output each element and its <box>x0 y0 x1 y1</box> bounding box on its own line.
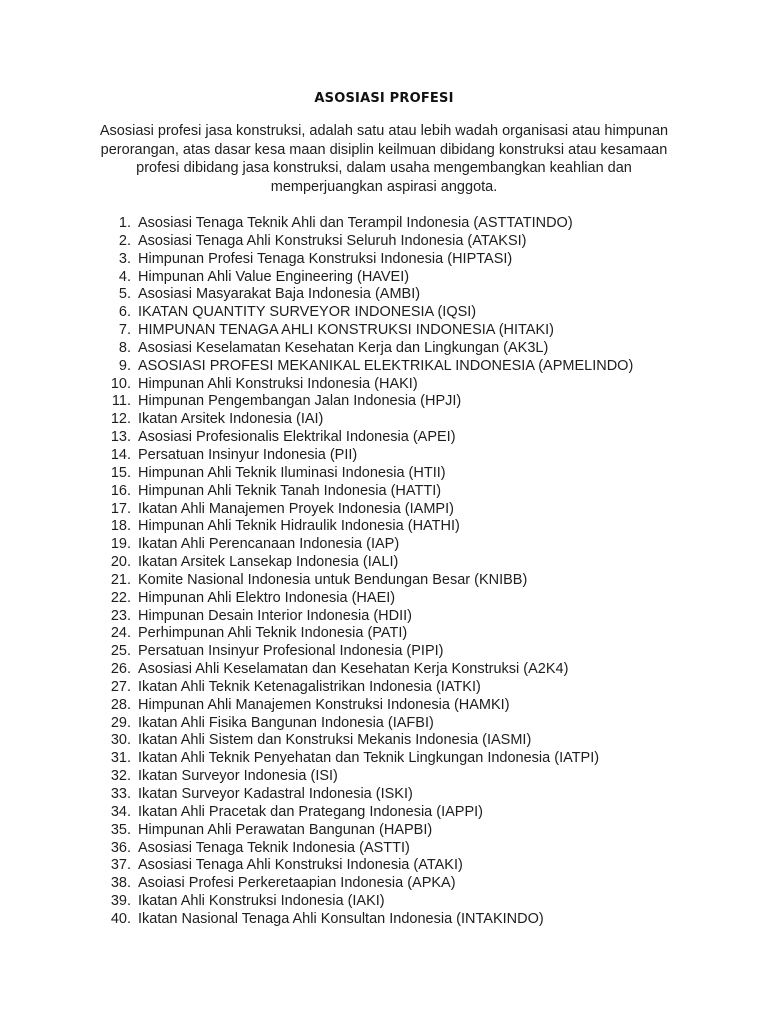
list-item-number: 24. <box>110 625 131 642</box>
list-item-name: Ikatan Surveyor Kadastral Indonesia (ISKI) <box>138 786 413 802</box>
list-item-number: 8. <box>118 339 131 356</box>
list-item-number: 27. <box>110 678 131 695</box>
list-item-name: Persatuan Insinyur Profesional Indonesia (PIPI) <box>138 643 444 660</box>
list-item-name: Himpunan Ahli Elektro Indonesia (HAEI) <box>138 589 396 606</box>
list-item-number: 6. <box>118 304 131 321</box>
list-item-name: Ikatan Ahli Perencanaan Indonesia (IAP) <box>138 536 400 553</box>
list-item-number: 39. <box>110 893 131 910</box>
list-item-name: Ikatan Nasional Tenaga Ahli Konsultan Indonesia (INTAKINDO) <box>138 910 544 927</box>
list-item-number: 40. <box>110 910 131 927</box>
list-item-number: 11. <box>111 393 131 410</box>
list-item-number: 35. <box>110 821 131 838</box>
list-item-name: Asosiasi Tenaga Ahli Konstruksi Seluruh Indonesia (ATAKSI) <box>138 232 527 249</box>
document-title: ASOSIASI PROFESI <box>314 91 454 106</box>
list-item-name: Asosiasi Tenaga Teknik Indonesia (ASTTI) <box>138 839 410 856</box>
list-item-name: Ikatan Ahli Konstruksi Indonesia (IAKI) <box>138 893 385 910</box>
list-item-name: Ikatan Ahli Manajemen Proyek Indonesia (IAMPI) <box>138 500 454 517</box>
list-item-name: Perhimpunan Ahli Teknik Indonesia (PATI) <box>138 625 408 642</box>
list-item-number: 4. <box>118 268 131 285</box>
list-item-name: Himpunan Desain Interior Indonesia (HDII) <box>138 607 413 624</box>
list-item-name: Ikatan Ahli Teknik Penyehatan dan Teknik Lingkungan Indonesia (IATPI) <box>138 750 600 767</box>
list-item-number: 19. <box>110 536 131 553</box>
list-item-name: Asosiasi Tenaga Teknik Ahli dan Terampil Indonesia (ASTTATINDO) <box>138 215 573 231</box>
list-item-number: 7. <box>118 322 131 339</box>
list-item-number: 30. <box>110 732 131 749</box>
list-item-number: 14. <box>110 446 131 463</box>
list-item-name: Ikatan Arsitek Lansekap Indonesia (IALI) <box>138 554 399 571</box>
list-item-name: Himpunan Ahli Teknik Tanah Indonesia (HATTI) <box>138 482 442 499</box>
list-item-number: 26. <box>110 661 131 678</box>
list-item-number: 18. <box>110 518 131 535</box>
list-item-number: 3. <box>118 250 131 267</box>
list-item-name: Himpunan Ahli Perawatan Bangunan (HAPBI) <box>138 821 433 838</box>
list-item-name: Asosiasi Ahli Keselamatan dan Kesehatan Kerja Konstruksi (A2K4) <box>138 661 569 678</box>
list-item-number: 28. <box>110 696 131 713</box>
list-item-name: Himpunan Profesi Tenaga Konstruksi Indonesia (HIPTASI) <box>138 250 513 267</box>
list-item-number: 21. <box>110 571 131 588</box>
list-item-name: Asosiasi Tenaga Ahli Konstruksi Indonesia (ATAKI) <box>138 857 463 874</box>
list-item-number: 37. <box>110 857 131 874</box>
list-item-number: 15. <box>110 464 131 481</box>
list-item-name: Himpunan Ahli Value Engineering (HAVEI) <box>138 268 410 285</box>
list-item-number: 2. <box>118 232 131 249</box>
list-item-number: 23. <box>110 607 131 624</box>
list-item-name: IKATAN QUANTITY SURVEYOR INDONESIA (IQSI) <box>138 304 477 321</box>
list-item-number: 36. <box>110 839 131 856</box>
list-item-name: Ikatan Ahli Sistem dan Konstruksi Mekanis Indonesia (IASMI) <box>138 732 532 749</box>
list-item-number: 29. <box>110 714 131 731</box>
intro-paragraph: Asosiasi profesi jasa konstruksi, adalah satu atau lebih wadah organisasi atau himpunan perorangan, atas dasar kesa maan disiplin keilmuan dibidang konstruksi atau kesamaan profesi dibidang jasa konstruksi, dalam usaha mengembangkan keahlian dan memperjuangkan aspirasi anggota. <box>99 123 669 195</box>
list-item-name: Ikatan Ahli Pracetak dan Prategang Indonesia (IAPPI) <box>138 803 483 820</box>
list-item-name: Asosiasi Masyarakat Baja Indonesia (AMBI) <box>138 286 421 303</box>
list-item-name: Himpunan Ahli Teknik Iluminasi Indonesia (HTII) <box>138 464 446 481</box>
list-item-number: 1. <box>118 215 131 231</box>
list-item-number: 22. <box>110 589 131 606</box>
list-item-number: 13. <box>110 429 131 446</box>
list-item-number: 10. <box>110 375 131 392</box>
list-item-name: Himpunan Ahli Manajemen Konstruksi Indonesia (HAMKI) <box>138 696 510 713</box>
list-item-number: 31. <box>110 750 131 767</box>
list-item-name: Komite Nasional Indonesia untuk Bendungan Besar (KNIBB) <box>138 571 528 588</box>
list-item-name: Asoiasi Profesi Perkeretaapian Indonesia (APKA) <box>138 875 456 892</box>
list-item-number: 17. <box>110 500 131 517</box>
list-item-name: Ikatan Arsitek Indonesia (IAI) <box>138 411 324 428</box>
list-item-number: 20. <box>110 554 131 571</box>
list-item-name: Persatuan Insinyur Indonesia (PII) <box>138 446 358 463</box>
list-item-number: 34. <box>110 803 131 820</box>
list-item-number: 32. <box>110 768 131 785</box>
list-item-name: Ikatan Ahli Teknik Ketenagalistrikan Indonesia (IATKI) <box>138 678 481 695</box>
list-item-name: Ikatan Surveyor Indonesia (ISI) <box>138 768 338 785</box>
list-item-number: 25. <box>110 643 131 660</box>
list-item-number: 9. <box>118 357 131 374</box>
list-item-number: 33. <box>110 786 131 802</box>
list-item-name: Asosiasi Profesionalis Elektrikal Indonesia (APEI) <box>138 429 456 446</box>
list-item-number: 38. <box>110 875 131 892</box>
list-item-name: Himpunan Ahli Teknik Hidraulik Indonesia (HATHI) <box>138 518 460 535</box>
list-item-number: 5. <box>118 286 131 303</box>
list-item-number: 12. <box>110 411 131 428</box>
list-item-name: Asosiasi Keselamatan Kesehatan Kerja dan Lingkungan (AK3L) <box>138 339 549 356</box>
list-item-name: Himpunan Ahli Konstruksi Indonesia (HAKI) <box>138 375 418 392</box>
list-item-name: ASOSIASI PROFESI MEKANIKAL ELEKTRIKAL INDONESIA (APMELINDO) <box>138 357 634 374</box>
list-item-number: 16. <box>110 482 131 499</box>
list-item-name: HIMPUNAN TENAGA AHLI KONSTRUKSI INDONESIA (HITAKI) <box>138 322 555 339</box>
list-item-name: Himpunan Pengembangan Jalan Indonesia (HPJI) <box>138 393 462 410</box>
list-item-name: Ikatan Ahli Fisika Bangunan Indonesia (IAFBI) <box>138 714 434 731</box>
